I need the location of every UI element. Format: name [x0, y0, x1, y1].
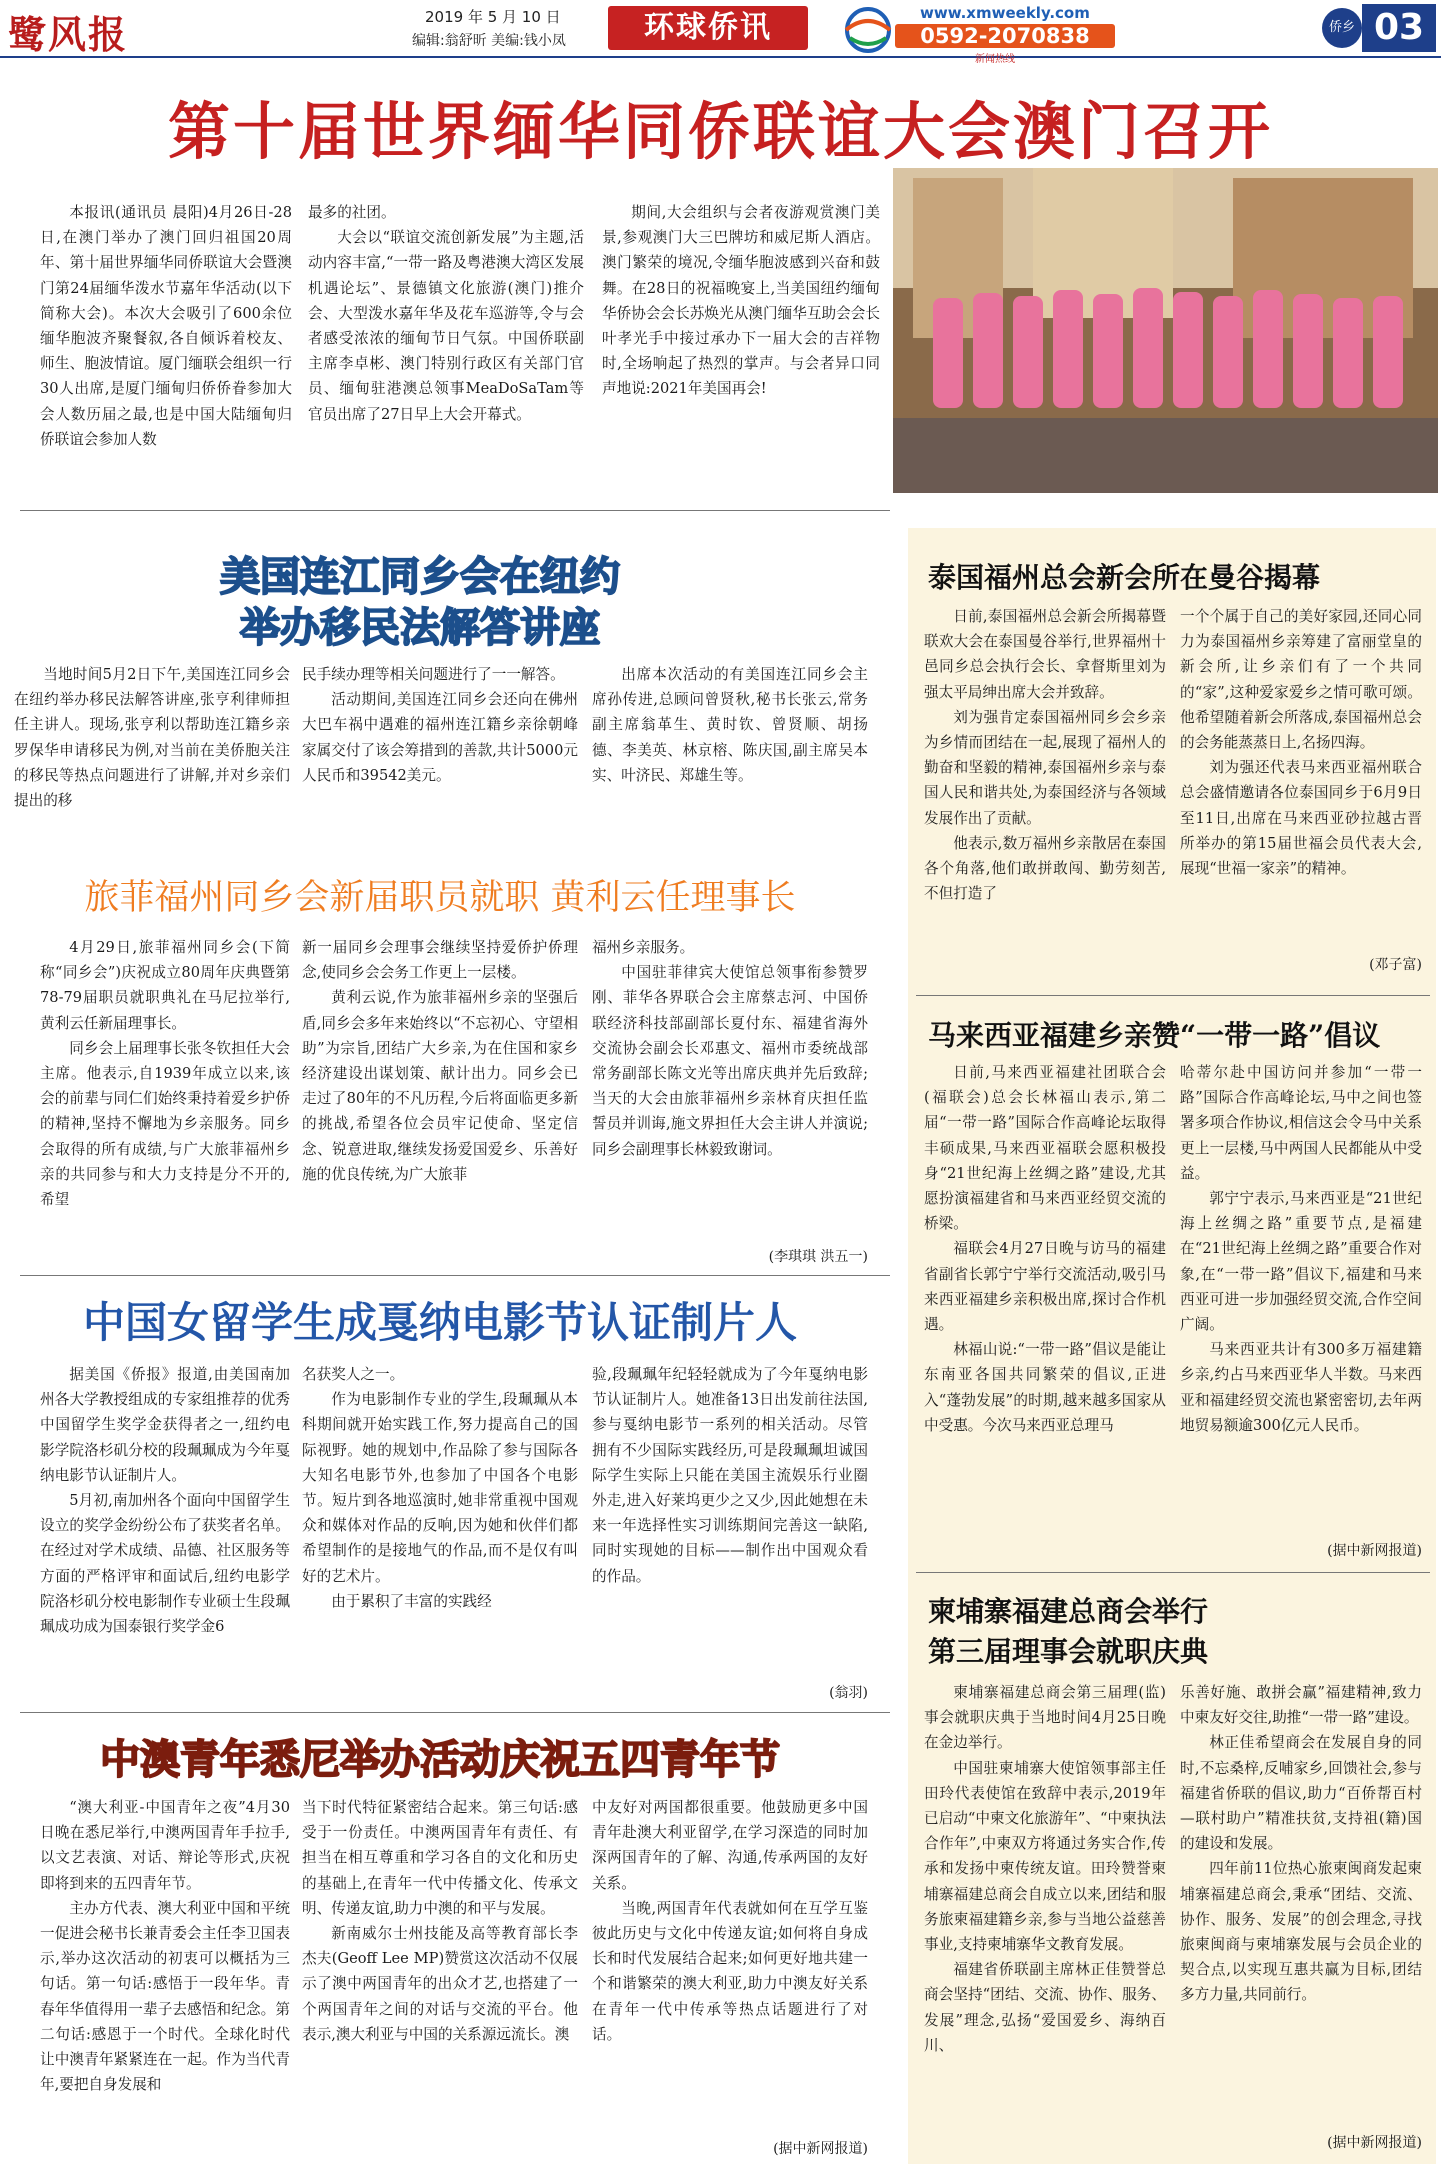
kh-credit: (据中新网报道): [1327, 2135, 1422, 2151]
divider: [20, 1712, 890, 1713]
kh-paragraph: 福建省侨联副主席林正佳赞誉总商会坚持“团结、交流、协作、服务、发展”理念,弘扬“爱国爱乡、海纳百川、: [924, 1961, 1166, 2054]
group-photo: [893, 168, 1438, 493]
youth-column-2: [302, 1795, 578, 2160]
youth-paragraph: 主办方代表、澳大利亚中国和平统一促进会秘书长兼青委会主任李卫国表示,举办这次活动的初衷可以概括为三句话。第一句话:感悟于一段年华。青春年华值得用一辈子去感悟和纪念。第二句话:感恩于一个时代。全球化时代让中澳青年紧紧连在一起。作为当代青年,要把自身发展和: [40, 1899, 290, 2094]
issue-date: 2019 年 5 月 10 日: [425, 8, 561, 26]
my-paragraph: 郭宁宁表示,马来西亚是“21世纪海上丝绸之路”重要节点,是福建在“21世纪海上丝绸之路”重要合作对象,在“一带一路”倡议下,福建和马来西亚可进一步加强经贸交流,合作空间广阔。: [1180, 1190, 1422, 1334]
thai-column-1: [924, 604, 1166, 974]
my-credit: (据中新网报道): [1327, 1543, 1422, 1559]
thai-column-2: [1180, 604, 1422, 950]
youth-headline: 中澳青年悉尼举办活动庆祝五四青年节: [100, 1737, 780, 1783]
film-column-2: [302, 1362, 578, 1702]
lead-column-2: [308, 200, 584, 490]
editor-credits: 编辑:翁舒昕 美编:钱小凤: [412, 33, 566, 49]
my-paragraph: 哈蒂尔赴中国访问并参加“一带一路”国际合作高峰论坛,马中之间也签署多项合作协议,相信这会令马中关系更上一层楼,马中两国人民都能从中受益。: [1180, 1064, 1422, 1182]
kh-paragraph: 林正佳希望商会在发展自身的同时,不忘桑梓,反哺家乡,回馈社会,参与福建省侨联的倡议,助力“百侨帮百村—联村助户”精准扶贫,支持祖(籍)国的建设和发展。: [1180, 1734, 1422, 1853]
lead-headline: 第十届世界缅华同侨联谊大会澳门召开: [167, 95, 1273, 168]
ph-credit: (李琪琪 洪五一): [768, 1249, 868, 1265]
film-paragraph: 据美国《侨报》报道,由美国南加州各大学教授组成的专家组推荐的优秀中国留学生奖学金获得者之一,纽约电影学院洛杉矶分校的段珮珮成为今年戛纳电影节认证制片人。: [40, 1366, 290, 1484]
lead-paragraph: 期间,大会组织与会者夜游观赏澳门美景,参观澳门大三巴牌坊和威尼斯人酒店。澳门繁荣的境况,令缅华胞波感到兴奋和鼓舞。在28日的祝福晚宴上,当美国纽约缅甸华侨协会会长苏焕光从澳门缅华互助会会长叶孝光手中接过承办下一届大会的吉祥物时,全场响起了热烈的掌声。与会者异口同声地说:2021年美国再会!: [602, 204, 880, 398]
ph-paragraph: 同乡会上届理事长张冬钦担任大会主席。他表示,自1939年成立以来,该会的前辈与同仁们始终秉持着爱乡护侨的精神,坚持不懈地为乡亲服务。同乡会取得的所有成绩,与广大旅菲福州乡亲的共同参与和大力支持是分不开的,希望: [40, 1039, 290, 1209]
my-headline: 马来西亚福建乡亲赞“一带一路”倡议: [928, 1019, 1381, 1052]
ph-paragraph: 新一届同乡会理事会继续坚持爱侨护侨理念,使同乡会会务工作更上一层楼。: [302, 939, 578, 982]
thai-paragraph: 刘为强肯定泰国福州同乡会乡亲为乡情而团结在一起,展现了福州人的勤奋和坚毅的精神,泰国福州乡亲与泰国人民和谐共处,为泰国经济与各领域发展作出了贡献。: [924, 708, 1166, 827]
youth-paragraph: “澳大利亚-中国青年之夜”4月30日晚在悉尼举行,中澳两国青年手拉手,以文艺表演、对话、辩论等形式,庆祝即将到来的五四青年节。: [40, 1799, 290, 1892]
my-column-2: [1180, 1060, 1422, 1536]
kh-headline-line1: 柬埔寨福建总商会举行: [928, 1595, 1209, 1628]
lead-paragraph: 最多的社团。: [308, 204, 396, 221]
film-column-1: [40, 1362, 290, 1702]
film-paragraph: 5月初,南加州各个面向中国留学生设立的奖学金纷纷公布了获奖者名单。在经过对学术成绩、品德、社区服务等方面的严格评审和面试后,纽约电影学院洛杉矶分校电影制作专业硕士生段珮珮成功成为国泰银行奖学金6: [40, 1492, 290, 1636]
film-paragraph: 验,段珮珮年纪轻轻就成为了今年戛纳电影节认证制片人。她准备13日出发前往法国,参与戛纳电影节一系列的相关活动。尽管拥有不少国际实践经历,可是段珮珮坦诚国际学生实际上只能在美国主流娱乐行业圈外走,进入好莱坞更少之又少,因此她想在未来一年选择性实习训练期间完善这一缺陷,同时实现她的目标——制作出中国观众看的作品。: [592, 1366, 868, 1585]
ph-column-3: [592, 935, 868, 1235]
hotline-label: 新闻热线: [975, 54, 1015, 65]
lead-column-3: [602, 200, 880, 490]
divider: [20, 510, 890, 511]
ph-headline: 旅菲福州同乡会新届职员就职 黄利云任理事长: [84, 878, 796, 918]
ph-paragraph: 中国驻菲律宾大使馆总领事衔参赞罗刚、菲华各界联合会主席蔡志河、中国侨联经济科技部副部长夏付东、福建省海外交流协会副会长邓惠文、福州市委统战部常务副部长陈文光等出席庆典并先后致辞;当天的大会由旅菲福州乡亲林育庆担任监誓员并训诲,施文界担任大会主讲人并演说;同乡会副理事长林毅致谢词。: [592, 964, 868, 1158]
ph-paragraph: 福州乡亲服务。: [592, 939, 695, 956]
thai-headline: 泰国福州总会新会所在曼谷揭幕: [928, 561, 1321, 594]
paper-name: 鹭风报: [8, 12, 129, 57]
my-paragraph: 日前,马来西亚福建社团联合会(福联会)总会长林福山表示,第二届“一带一路”国际合作高峰论坛取得丰硕成果,马来西亚福联会愿积极投身“21世纪海上丝绸之路”建设,尤其愿扮演福建省和马来西亚经贸交流的桥梁。: [924, 1064, 1166, 1233]
usa-paragraph: 出席本次活动的有美国连江同乡会主席孙传进,总顾问曾贤秋,秘书长张云,常务副主席翁革生、黄时钦、曾贤顺、胡扬德、李美英、林京榕、陈庆国,副主席吴本实、叶济民、郑雄生等。: [592, 666, 868, 784]
section-title: 环球侨讯: [608, 6, 808, 50]
news-hotline: 0592-2070838: [895, 24, 1115, 48]
kh-column-2: [1180, 1680, 1422, 2125]
film-paragraph: 由于累积了丰富的实践经: [331, 1592, 492, 1610]
youth-paragraph: 中友好对两国都很重要。他鼓励更多中国青年赴澳大利亚留学,在学习深造的同时加深两国青年的了解、沟通,传承两国的友好关系。: [592, 1799, 868, 1892]
film-headline: 中国女留学生成戛纳电影节认证制片人: [82, 1298, 797, 1347]
lead-paragraph: 本报讯(通讯员 晨阳)4月26日-28日,在澳门举办了澳门回归祖国20周年、第十届世界缅华同侨联谊大会暨澳门第24届缅华泼水节嘉年华活动(以下简称大会)。本次大会吸引了600余位缅华胞波齐聚餐叙,各自倾诉着校友、师生、胞波情谊。厦门缅联会组织一行30人出席,是厦门缅甸归侨侨眷参加大会人数历届之最,也是中国大陆缅甸归侨联谊会参加人数: [40, 204, 292, 448]
youth-column-1: [40, 1795, 290, 2160]
kh-paragraph: 中国驻柬埔寨大使馆领事部主任田玲代表使馆在致辞中表示,2019年已启动“中柬文化旅游年”、“中柬执法合作年”,中柬双方将通过务实合作,传承和发扬中柬传统友谊。田玲赞誉柬埔寨福建总商会自成立以来,团结和服务旅柬福建籍乡亲,参与当地公益慈善事业,支持柬埔寨华文教育发展。: [924, 1759, 1166, 1954]
ph-paragraph: 黄利云说,作为旅菲福州乡亲的坚强后盾,同乡会多年来始终以“不忘初心、守望相助”为宗旨,团结广大乡亲,为在住国和家乡经济建设出谋划策、献计出力。同乡会已走过了80年的不凡历程,今后将面临更多新的挑战,希望各位会员牢记使命、坚定信念、锐意进取,继续发扬爱国爱乡、乐善好施的优良传统,为广大旅菲: [302, 989, 578, 1183]
usa-headline-line2: 举办移民法解答讲座: [240, 605, 600, 651]
thai-credit: (邓子富): [1369, 957, 1422, 973]
kh-paragraph: 柬埔寨福建总商会第三届理(监)事会就职庆典于当地时间4月25日晚在金边举行。: [924, 1684, 1166, 1752]
usa-paragraph: 活动期间,美国连江同乡会还向在佛州大巴车祸中遇难的福州连江籍乡亲徐朝峰家属交付了该会筹措到的善款,共计5000元人民币和39542美元。: [302, 691, 578, 784]
ph-paragraph: 4月29日,旅菲福州同乡会(下简称“同乡会”)庆祝成立80周年庆典暨第78-79届职员就职典礼在马尼拉举行,黄利云任新届理事长。: [40, 939, 290, 1032]
kh-paragraph: 乐善好施、敢拼会赢”福建精神,致力中柬友好交往,助推“一带一路”建设。: [1180, 1684, 1422, 1727]
usa-paragraph: 当地时间5月2日下午,美国连江同乡会在纽约举办移民法解答讲座,张亨利律师担任主讲人。现场,张亨利以帮助连江籍乡亲罗保华申请移民为例,对当前在美侨胞关注的移民等热点问题进行了讲解,并对乡亲们提出的移: [14, 666, 290, 810]
page-badge: 侨乡: [1322, 8, 1362, 48]
page-number: 03: [1362, 4, 1436, 52]
divider: [916, 1572, 1430, 1573]
divider: [916, 995, 1430, 996]
youth-paragraph: 当晚,两国青年代表就如何在互学互鉴彼此历史与文化中传递友谊;如何将自身成长和时代发展结合起来;如何更好地共建一个和谐繁荣的澳大利亚,助力中澳友好关系在青年一代中传承等热点话题进行了对话。: [592, 1899, 868, 2043]
thai-paragraph: 一个个属于自己的美好家园,还同心同力为泰国福州乡亲筹建了富丽堂皇的新会所,让乡亲们有了一个共同的“家”,这种爱家爱乡之情可歌可颂。他希望随着新会所落成,泰国福州总会的会务能蒸蒸日上,名扬四海。: [1180, 608, 1422, 752]
ph-column-2: [302, 935, 578, 1265]
youth-credit: (据中新网报道): [773, 2141, 868, 2157]
divider: [20, 1275, 890, 1276]
thai-paragraph: 他表示,数万福州乡亲散居在泰国各个角落,他们敢拼敢闯、勤劳刻苦,不但打造了: [924, 834, 1166, 903]
film-credit: (翁羽): [829, 1685, 868, 1701]
kh-paragraph: 四年前11位热心旅柬闽商发起柬埔寨福建总商会,秉承“团结、交流、协作、服务、发展”的创会理念,寻找旅柬闽商与柬埔寨发展与会员企业的契合点,以实现互惠共赢为目标,团结多方力量,共同前行。: [1180, 1860, 1422, 2004]
my-paragraph: 林福山说:“一带一路”倡议是能让东南亚各国共同繁荣的倡议,正进入“蓬勃发展”的时期,越来越多国家从中受惠。今次马来西亚总理马: [924, 1341, 1166, 1434]
lead-column-1: [40, 200, 292, 490]
masthead: [0, 0, 1441, 65]
lead-paragraph: 大会以“联谊交流创新发展”为主题,活动内容丰富,“一带一路及粤港澳大湾区发展机遇论坛”、景德镇文化旅游(澳门)推介会、大型泼水嘉年华及花车巡游等,令与会者感受浓浓的缅甸节日气氛。中国侨联副主席李卓彬、澳门特别行政区有关部门官员、缅甸驻港澳总领事MeaDoSaTam等官员出席了27日早上大会开幕式。: [308, 229, 584, 423]
usa-column-3: [592, 662, 868, 842]
youth-paragraph: 新南威尔士州技能及高等教育部长李杰夫(Geoff Lee MP)赞赏这次活动不仅展示了澳中两国青年的出众才艺,也搭建了一个两国青年之间的对话与交流的平台。他表示,澳大利亚与中国的关系源远流长。澳: [302, 1925, 578, 2043]
film-paragraph: 名获奖人之一。: [302, 1366, 405, 1383]
usa-headline-line1: 美国连江同乡会在纽约: [220, 554, 620, 600]
usa-paragraph: 民手续办理等相关问题进行了一一解答。: [302, 666, 565, 683]
usa-column-1: [14, 662, 290, 842]
film-paragraph: 作为电影制作专业的学生,段珮珮从本科期间就开始实践工作,努力提高自己的国际视野。她的规划中,作品除了参与国际各大知名电影节外,也参加了中国各个电影节。短片到各地巡演时,她非常重视中国观众和媒体对作品的反响,因为她和伙伴们都希望制作的是接地气的作品,而不是仅有叫好的艺术片。: [302, 1391, 578, 1585]
my-paragraph: 福联会4月27日晚与访马的福建省副省长郭宁宁举行交流活动,吸引马来西亚福建乡亲积极出席,探讨合作机遇。: [924, 1240, 1166, 1334]
thai-paragraph: 刘为强还代表马来西亚福州联合总会盛情邀请各位泰国同乡于6月9日至11日,出席在马来西亚砂拉越古晋所举办的第15届世福会员代表大会,展现“世福一家亲”的精神。: [1180, 759, 1422, 878]
kh-headline-line2: 第三届理事会就职庆典: [928, 1635, 1209, 1668]
ph-column-1: [40, 935, 290, 1265]
site-url[interactable]: www.xmweekly.com: [920, 4, 1090, 22]
my-paragraph: 马来西亚共计有300多万福建籍乡亲,约占马来西亚华人半数。马来西亚和福建经贸交流也紧密密切,去年两地贸易额逾300亿元人民币。: [1180, 1341, 1422, 1434]
usa-column-2: [302, 662, 578, 842]
youth-column-3: [592, 1795, 868, 2130]
youth-paragraph: 当下时代特征紧密结合起来。第三句话:感受于一份责任。中澳两国青年有责任、有担当在相互尊重和学习各自的文化和历史的基础上,在青年一代中传播文化、传承文明、传递友谊,助力中澳的和平与发展。: [302, 1799, 578, 1917]
kh-column-1: [924, 1680, 1166, 2150]
thai-paragraph: 日前,泰国福州总会新会所揭幕暨联欢大会在泰国曼谷举行,世界福州十邑同乡总会执行会长、拿督斯里刘为强太平局绅出席大会并致辞。: [924, 608, 1166, 701]
my-column-1: [924, 1060, 1166, 1560]
film-column-3: [592, 1362, 868, 1672]
